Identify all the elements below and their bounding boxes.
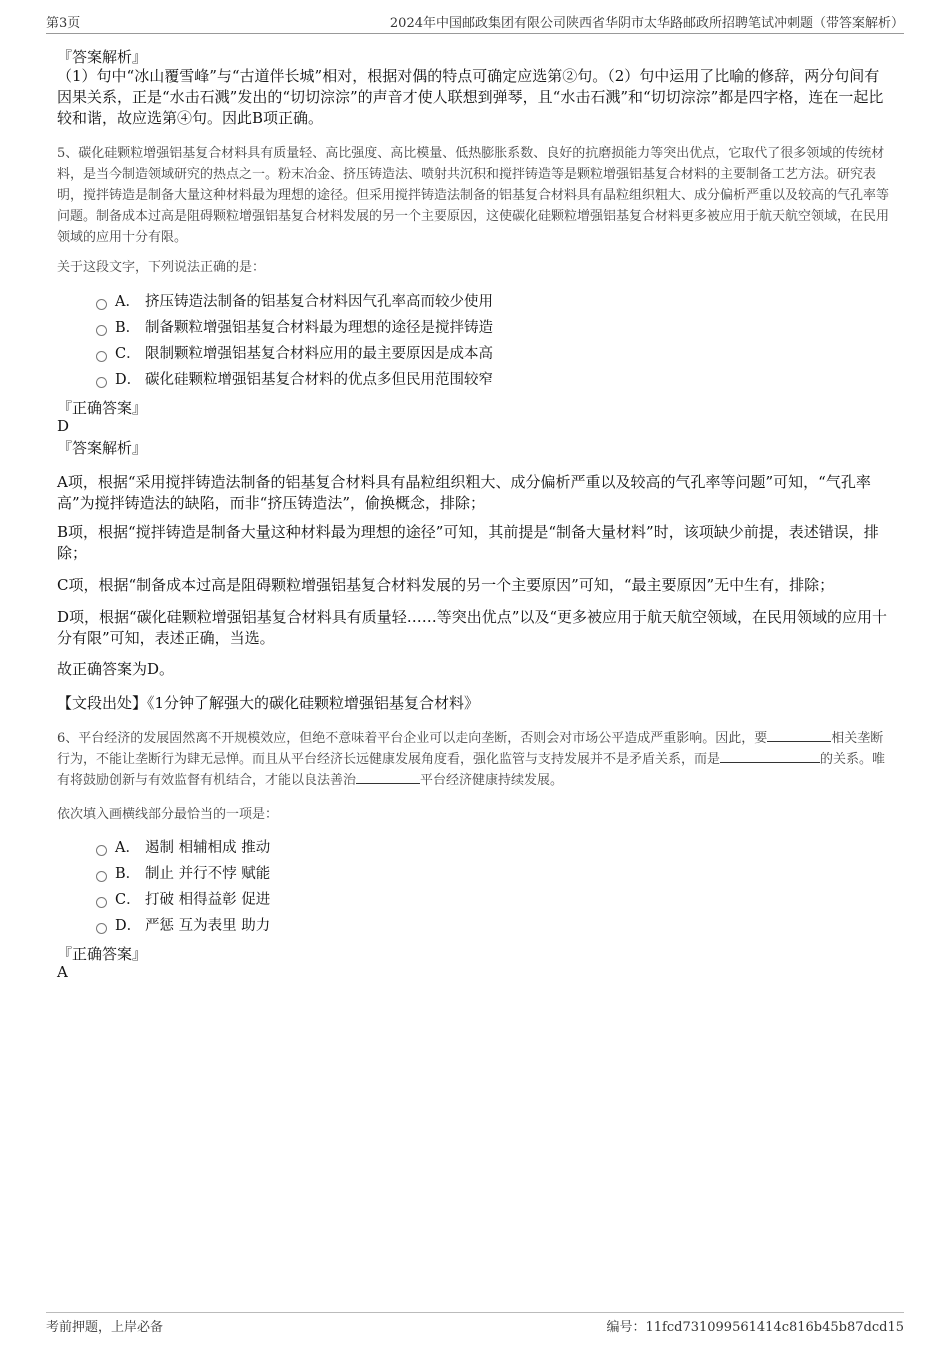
q5-analysis-b: B项，根据“搅拌铸造是制备大量这种材料最为理想的途径”可知，其前提是“制备大量材料”时，该项缺少前提，表述错误，排除； — [57, 523, 879, 562]
q6-option-b[interactable]: B． 制止 并行不悖 赋能 — [96, 863, 270, 885]
page-number: 第3页 — [46, 16, 81, 31]
q5-source: 【文段出处】《1分钟了解强大的碳化硅颗粒增强铝基复合材料》 — [57, 694, 480, 712]
q6-question: 依次填入画横线部分最恰当的一项是： — [57, 807, 279, 822]
page-footer — [46, 1312, 904, 1343]
q5-analysis-c: C项，根据“制备成本过高是阻碍颗粒增强铝基复合材料发展的另一个主要原因”可知，“最主要原因”无中生有，排除； — [57, 576, 835, 594]
q6-answer-label: 『正确答案』 — [57, 945, 148, 963]
q5-option-b[interactable]: B． 制备颗粒增强铝基复合材料最为理想的途径是搅拌铸造 — [96, 317, 493, 339]
radio-icon[interactable] — [96, 325, 107, 336]
radio-icon[interactable] — [96, 923, 107, 934]
radio-icon[interactable] — [96, 351, 107, 362]
q5-analysis-a: A项，根据“采用搅拌铸造法制备的铝基复合材料具有晶粒组织粗大、成分偏析严重以及较高的气孔率等问题”可知，“气孔率高”为搅拌铸造法的缺陷，而非“挤压铸造法”，偷换概念，排除； — [57, 473, 871, 512]
q5-analysis-label: 『答案解析』 — [57, 439, 148, 457]
q5-conclusion: 故正确答案为D。 — [57, 660, 175, 678]
q5-passage: 5、碳化硅颗粒增强铝基复合材料具有质量轻、高比强度、高比模量、低热膨胀系数、良好的抗磨损能力等突出优点，它取代了很多领域的传统材料，是当今制造领域研究的热点之一。粉末冶金、挤压铸造法、喷射共沉积和搅拌铸造等是颗粒增强铝基复合材料的主要制备工艺方法。研究表明，搅拌铸造是制备大量这种材料最为理想的途径。但采用搅拌铸造法制备的铝基复合材料具有晶粒组织粗大、成分偏析严重以及较高的气孔率等问题。制备成本过高是阻碍颗粒增强铝基复合材料发展的另一个主要原因，这使碳化硅颗粒增强铝基复合材料更多被应用于航天航空领域，在民用领域的应用十分有限。 — [57, 146, 890, 245]
q6-option-a[interactable]: A． 遏制 相辅相成 推动 — [96, 837, 270, 859]
radio-icon[interactable] — [96, 299, 107, 310]
q5-answer: D — [57, 417, 70, 435]
q5-option-d[interactable]: D． 碳化硅颗粒增强铝基复合材料的优点多但民用范围较窄 — [96, 369, 493, 391]
document-title: 2024年中国邮政集团有限公司陕西省华阴市太华路邮政所招聘笔试冲刺题（带答案解析） — [389, 16, 904, 31]
q5-analysis-d: D项，根据“碳化硅颗粒增强铝基复合材料具有质量轻……等突出优点”以及“更多被应用于航天航空领域，在民用领域的应用十分有限”可知，表述正确，当选。 — [57, 608, 888, 647]
blank-1[interactable] — [767, 729, 831, 742]
q4-analysis-text: （1）句中“冰山覆雪峰”与“古道伴长城”相对，根据对偶的特点可确定应选第②句。（2）句中运用了比喻的修辞，两分句间有因果关系，正是“水击石溅”发出的“切切淙淙”的声音才使人联想到弹琴，且“水击石溅”和“切切淙淙”都是四字格，连在一起比较和谐，故应选第④句。因此B项正确。 — [57, 67, 884, 127]
q5-question: 关于这段文字，下列说法正确的是： — [57, 260, 266, 275]
blank-3[interactable] — [356, 771, 420, 784]
q6-answer: A — [57, 963, 68, 981]
page-header — [46, 0, 904, 34]
radio-icon[interactable] — [96, 897, 107, 908]
radio-icon[interactable] — [96, 845, 107, 856]
q5-answer-label: 『正确答案』 — [57, 399, 148, 417]
radio-icon[interactable] — [96, 871, 107, 882]
radio-icon[interactable] — [96, 377, 107, 388]
q5-option-a[interactable]: A． 挤压铸造法制备的铝基复合材料因气孔率高而较少使用 — [96, 291, 493, 313]
blank-2[interactable] — [720, 750, 820, 763]
q6-passage: 6、平台经济的发展固然离不开规模效应，但绝不意味着平台企业可以走向垄断，否则会对市场公平造成严重影响。因此，要 相关垄断行为，不能让垄断行为肆无忌惮。而且从平台经济长远健康发展角度看，强化监管与支持发展并不是矛盾关系，而是 的关系。唯有将鼓励创新与有效监督有机结合，才能以良法善治 平台经济健康持续发展。 — [57, 731, 886, 788]
footer-slogan: 考前押题，上岸必备 — [46, 1320, 164, 1335]
q5-option-c[interactable]: C． 限制颗粒增强铝基复合材料应用的最主要原因是成本高 — [96, 343, 493, 365]
q6-option-c[interactable]: C． 打破 相得益彰 促进 — [96, 889, 270, 911]
q6-option-d[interactable]: D． 严惩 互为表里 助力 — [96, 915, 270, 937]
q4-analysis-label: 『答案解析』 — [57, 48, 148, 66]
footer-code: 编号：11fcd731099561414c816b45b87dcd15 — [606, 1320, 904, 1335]
